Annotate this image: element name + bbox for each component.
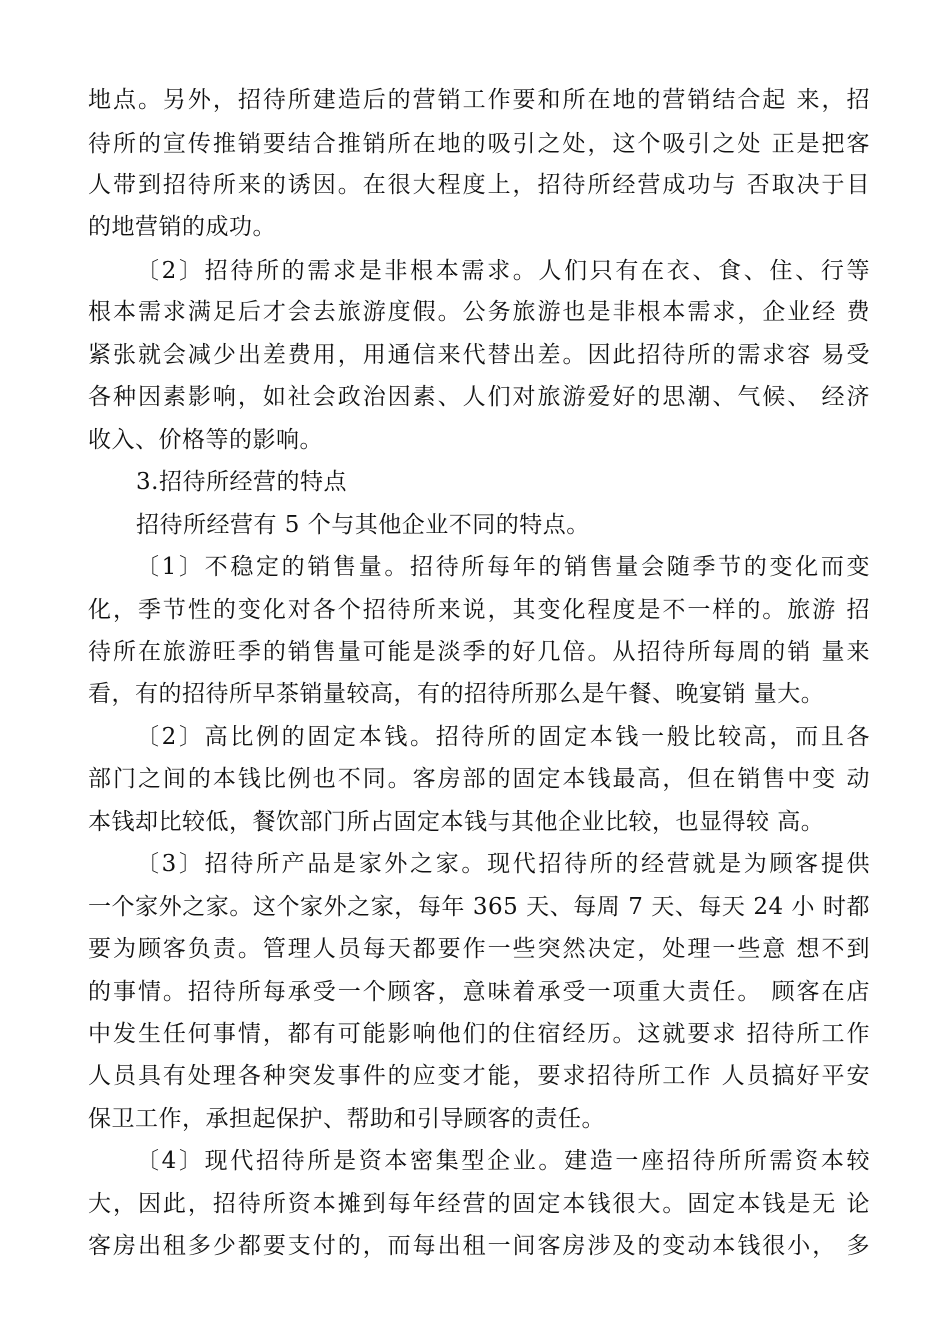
- paragraph-start-line: 〔4〕现代招待所是资本密集型企业。建造一座招待所所需资本较: [136, 1148, 870, 1174]
- text-line: 保卫工作，承担起保护、帮助和引导顾客的责任。: [88, 1106, 605, 1132]
- text-line: 看，有的招待所早茶销量较高，有的招待所那么是午餐、晚宴销 量大。: [88, 681, 825, 707]
- text-line: 待所在旅游旺季的销售量可能是淡季的好几倍。从招待所每周的销 量来: [88, 639, 870, 665]
- text-line: 收入、价格等的影响。: [88, 427, 323, 453]
- section-heading: 3.招待所经营的特点: [136, 469, 347, 495]
- text-line: 的地营销的成功。: [88, 214, 276, 240]
- text-line: 根本需求满足后才会去旅游度假。公务旅游也是非根本需求，企业经 费: [88, 299, 870, 325]
- paragraph-start-line: 〔1〕不稳定的销售量。招待所每年的销售量会随季节的变化而变: [136, 554, 870, 580]
- paragraph-start-line: 〔2〕高比例的固定本钱。招待所的固定本钱一般比较高，而且各: [136, 724, 870, 750]
- paragraph-start-line: 〔2〕招待所的需求是非根本需求。人们只有在衣、食、住、行等: [136, 258, 870, 284]
- text-line: 紧张就会减少出差费用，用通信来代替出差。因此招待所的需求容 易受: [88, 342, 870, 368]
- text-line: 待所的宣传推销要结合推销所在地的吸引之处，这个吸引之处 正是把客: [88, 131, 870, 157]
- text-line: 人员具有处理各种突发事件的应变才能，要求招待所工作 人员搞好平安: [88, 1063, 870, 1089]
- text-line: 化，季节性的变化对各个招待所来说，其变化程度是不一样的。旅游 招: [88, 597, 870, 623]
- text-line: 中发生任何事情，都有可能影响他们的住宿经历。这就要求 招待所工作: [88, 1021, 870, 1047]
- text-line: 部门之间的本钱比例也不同。客房部的固定本钱最高，但在销售中变 动: [88, 766, 870, 792]
- paragraph-start-line: 〔3〕招待所产品是家外之家。现代招待所的经营就是为顾客提供: [136, 851, 870, 877]
- text-line: 地点。另外，招待所建造后的营销工作要和所在地的营销结合起 来，招: [88, 87, 870, 113]
- paragraph-start-line: 招待所经营有 5 个与其他企业不同的特点。: [136, 512, 590, 538]
- text-line: 各种因素影响，如社会政治因素、人们对旅游爱好的思潮、气候、 经济: [88, 384, 870, 410]
- text-line: 人带到招待所来的诱因。在很大程度上，招待所经营成功与 否取决于目: [88, 172, 870, 198]
- text-line: 要为顾客负责。管理人员每天都要作一些突然决定，处理一些意 想不到: [88, 936, 870, 962]
- text-line: 大，因此，招待所资本摊到每年经营的固定本钱很大。固定本钱是无 论: [88, 1191, 870, 1217]
- text-line: 一个家外之家。这个家外之家，每年 365 天、每周 7 天、每天 24 小 时都: [88, 894, 870, 920]
- text-line: 客房出租多少都要支付的，而每出租一间客房涉及的变动本钱很小， 多: [88, 1233, 870, 1259]
- text-line: 的事情。招待所每承受一个顾客，意味着承受一项重大责任。 顾客在店: [88, 979, 870, 1005]
- text-line: 本钱却比较低，餐饮部门所占固定本钱与其他企业比较，也显得较 高。: [88, 809, 825, 835]
